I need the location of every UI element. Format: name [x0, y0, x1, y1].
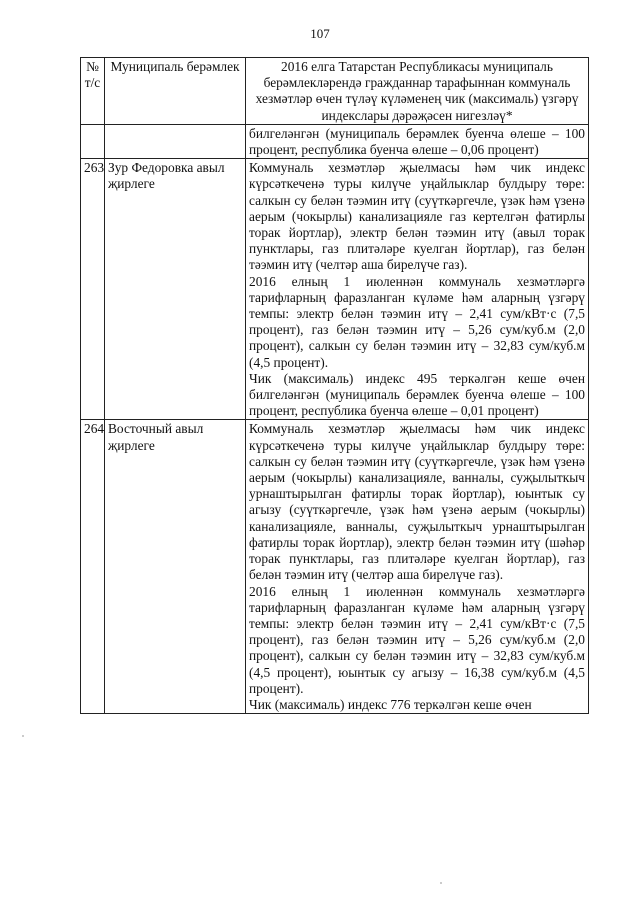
row-paragraph: Чик (максималь) индекс 495 теркәлгән кеше өчен билгеләнгән (муниципаль берәмлек буенча өлеше – 100 процент, республика буенча өлеше – 0,01 процент)	[249, 370, 585, 419]
row-description	[246, 124, 589, 158]
tariff-index-table	[80, 57, 589, 714]
table-row	[81, 159, 589, 420]
page-number: 107	[310, 26, 330, 41]
row-municipality	[105, 124, 246, 158]
header-number: № т/с	[81, 58, 105, 125]
scan-speck	[22, 735, 24, 737]
row-paragraph: 2016 елның 1 июленнән коммуналь хезмәтләргә тарифларның фаразланган күләме һәм аларның үзгәрү темпы: электр белән тәэмин итү – 2,41 сум/кВт·с (7,5 процент), газ белән тәэмин итү – 5,26 сум/куб.м (2,0 процент), салкын су белән тәэмин итү – 32,83 сум/куб.м (4,5 процент).	[249, 273, 585, 370]
header-municipality: Муниципаль берәмлек	[105, 58, 246, 125]
row-paragraph: билгеләнгән (муниципаль берәмлек буенча өлеше – 100 процент, республика буенча өлеше – 0,06 процент)	[249, 125, 585, 158]
table-row	[81, 420, 589, 714]
scan-speck	[440, 882, 442, 884]
row-number	[81, 124, 105, 158]
table-header-row	[81, 58, 589, 125]
table-row	[81, 124, 589, 158]
row-municipality: Зур Федоровка авыл җирлеге	[105, 159, 246, 420]
row-paragraph: Коммуналь хезмәтләр җыелмасы һәм чик индекс күрсәткеченә туры килүче уңайлыклар булдыру төре: салкын су белән тәэмин итү (суүткәргечле, үзәк һәм үзенә аерым (чокырлы) канализацияле газ кертелгән фатирлы торак йортлар), электр белән тәэмин итү (авыл торак пунктлары, газ плитәләре куелган йортлар), газ белән тәэмин итү (челтәр аша бирелүче газ).	[249, 160, 585, 273]
header-description: 2016 елга Татарстан Республикасы муниципаль берәмлекләрендә гражданнар тарафыннан коммуналь хезмәтләр өчен түләү күләменең чик (максималь) үзгәрү индекслары дәрәҗәсен нигезләү*	[246, 58, 589, 125]
row-municipality: Восточный авыл җирлеге	[105, 420, 246, 714]
row-number: 263	[81, 159, 105, 420]
row-paragraph: Коммуналь хезмәтләр җыелмасы һәм чик индекс күрсәткеченә туры килүче уңайлыклар булдыру төре: салкын су белән тәэмин итү (суүткәргечле, үзәк һәм үзенә аерым (чокырлы) канализацияле, ванналы, суҗылыткыч урнаштырылган фатирлы торак йортлар), юынтык су агызу (суүткәргечле, үзәк һәм үзенә аерым (чокырлы) канализацияле, ванналы, суҗылыткыч урнаштырылган фатирлы торак йортлар), электр белән тәэмин итү (шәһәр торак пунктлары, газ плитәләре куелган йортлар), газ белән тәэмин итү (челтәр аша бирелүче газ).	[249, 421, 585, 583]
row-paragraph: 2016 елның 1 июленнән коммуналь хезмәтләргә тарифларның фаразланган күләме һәм аларның үзгәрү темпы: электр белән тәэмин итү – 2,41 сум/кВт·с (7,5 процент), газ белән тәэмин итү – 5,26 сум/куб.м (2,0 процент), салкын су белән тәэмин итү – 32,83 сум/куб.м (4,5 процент), юынтык су агызу – 16,38 сум/куб.м (4,5 процент).	[249, 583, 585, 696]
row-description	[246, 159, 589, 420]
row-description	[246, 420, 589, 714]
row-number: 264	[81, 420, 105, 714]
row-paragraph: Чик (максималь) индекс 776 теркәлгән кеше өчен	[249, 696, 532, 712]
